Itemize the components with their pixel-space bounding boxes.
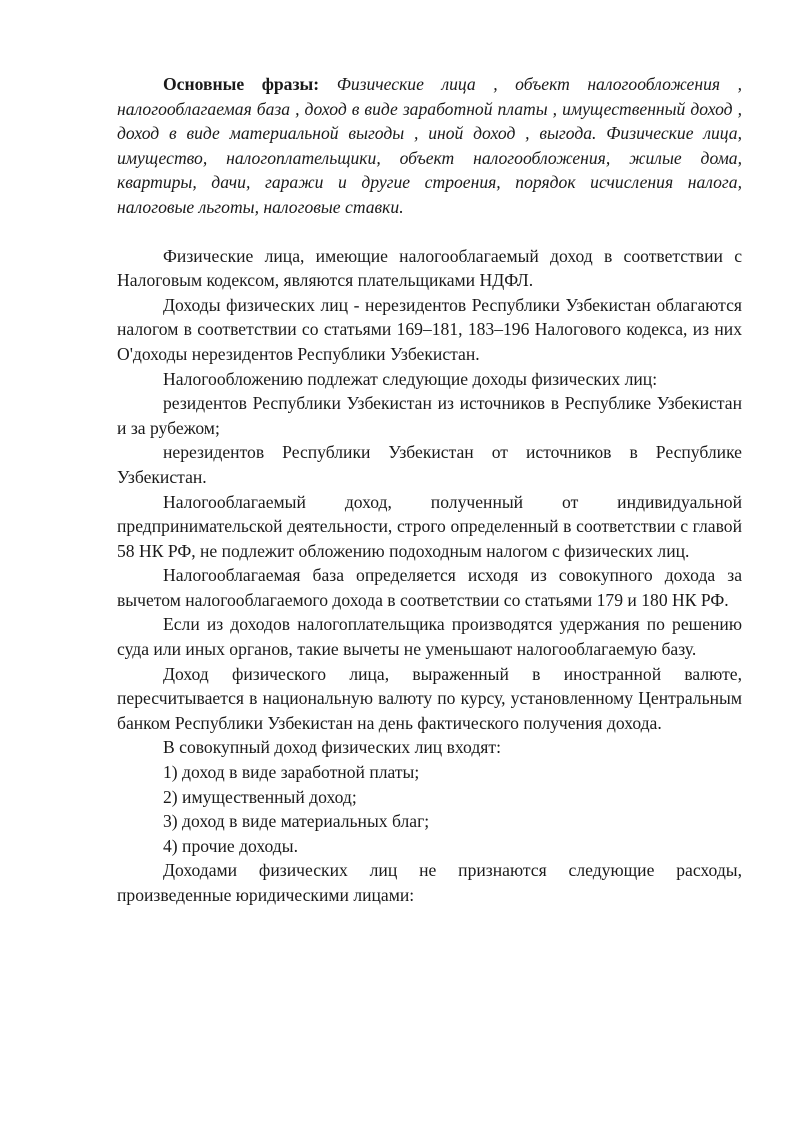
paragraph: Налогообложению подлежат следующие доходы физических лиц:	[163, 368, 658, 389]
keywords-paragraph	[117, 72, 742, 220]
paragraph: Доходами физических лиц не признаются следующие расходы, произведенные юридическими лицами:	[117, 860, 742, 905]
paragraph: Доходы физических лиц - нерезидентов Республики Узбекистан облагаются налогом в соответствии со статьями 169–181, 183–196 Налогового кодекса, из них О'доходы нерезидентов Республики Узбекистан.	[117, 294, 742, 364]
list-item: 3) доход в виде материальных благ;	[163, 811, 430, 832]
paragraph: Налогооблагаемый доход, полученный от индивидуальной предпринимательской деятельности, строго определенный в соответствии с главой 58 НК РФ, не подлежит обложению подоходным налогом с физических лиц.	[117, 491, 742, 561]
paragraph: Налогооблагаемая база определяется исходя из совокупного дохода за вычетом налогооблагаемого дохода в соответствии со статьями 179 и 180 НК РФ.	[117, 565, 742, 610]
paragraph: Если из доходов налогоплательщика производятся удержания по решению суда или иных органов, такие вычеты не уменьшают налогооблагаемую базу.	[117, 614, 742, 660]
paragraph-spacer	[117, 220, 742, 244]
list-item: 2) имущественный доход;	[163, 786, 357, 807]
paragraph: Доход физического лица, выраженный в иностранной валюте, пересчитывается в национальную валюту по курсу, установленному Центральным банком Республики Узбекистан на день фактического получения дохода.	[117, 663, 742, 733]
keywords-text: Физические лица , объект налогообложения , налогооблагаемая база , доход в виде заработной платы , имущественный доход , доход в виде материальной выгоды , иной доход , выгода. Физические лица, имущество, налогоплательщики, объект налогообложения, жилые дома, квартиры, дачи, гаражи и другие строения, порядок исчисления налога, налоговые льготы, налоговые ставки.	[117, 74, 742, 217]
paragraph: резидентов Республики Узбекистан из источников в Республике Узбекистан и за рубежом;	[117, 393, 742, 438]
list-item: 1) доход в виде заработной платы;	[163, 762, 420, 783]
keywords-label: Основные фразы:	[163, 74, 320, 94]
list-item: 4) прочие доходы.	[163, 835, 298, 856]
paragraph: нерезидентов Республики Узбекистан от источников в Республике Узбекистан.	[117, 442, 742, 487]
paragraph: Физические лица, имеющие налогооблагаемый доход в соответствии с Налоговым кодексом, являются плательщиками НДФЛ.	[117, 245, 742, 291]
paragraph: В совокупный доход физических лиц входят:	[163, 737, 501, 758]
document-page	[117, 72, 742, 908]
